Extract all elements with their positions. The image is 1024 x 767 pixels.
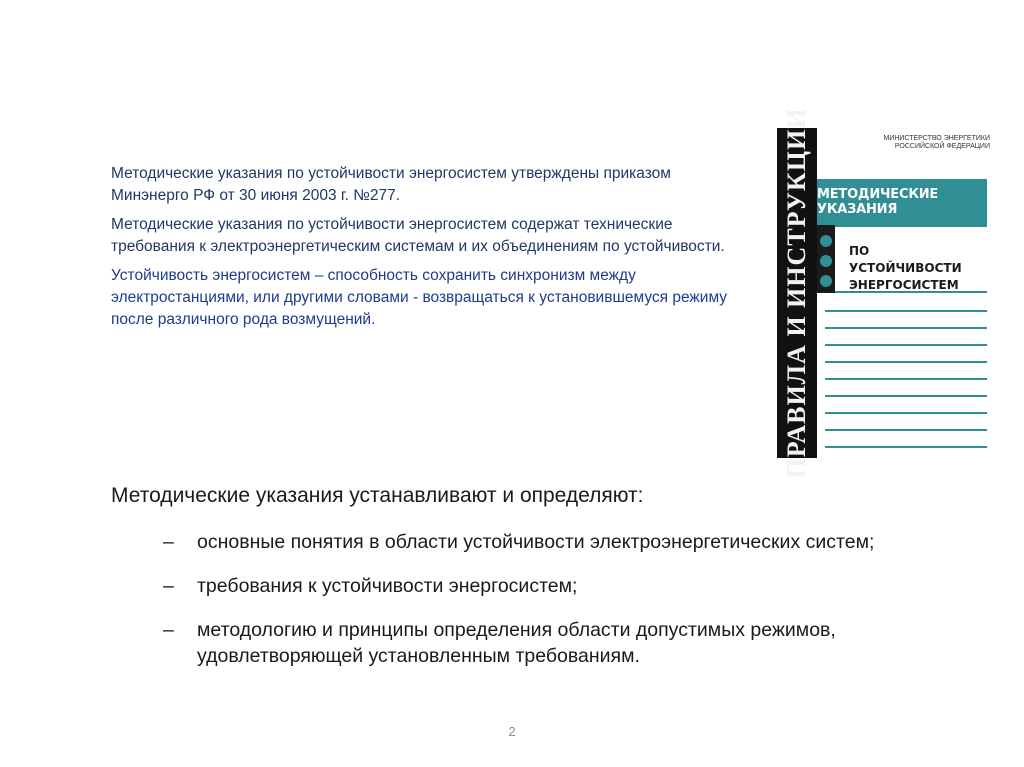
cover-dot-column bbox=[817, 225, 835, 293]
intro-text-block bbox=[111, 163, 751, 338]
dash-bullet: – bbox=[163, 575, 174, 597]
book-cover-image bbox=[777, 107, 1002, 479]
cover-rule bbox=[825, 429, 987, 431]
cover-dot-icon bbox=[820, 255, 832, 267]
cover-page bbox=[817, 128, 1002, 458]
cover-rule bbox=[825, 412, 987, 414]
content-paragraph: Методические указания по устойчивости энергосистем содержат технические требования к электроэнергетическим системам и их объединениям по устойчивости. bbox=[111, 216, 725, 255]
list-item-text: методологию и принципы определения области допустимых режимов, удовлетворяющей установленным требованиям. bbox=[197, 619, 836, 667]
list-item bbox=[163, 573, 963, 599]
approval-paragraph: Методические указания по устойчивости энергосистем утверждены приказом Минэнерго РФ от 30 июня 2003 г. №277. bbox=[111, 165, 671, 204]
page-number: 2 bbox=[508, 724, 516, 739]
bullet-list bbox=[163, 529, 963, 687]
cover-rule bbox=[825, 446, 987, 448]
cover-rule bbox=[825, 344, 987, 346]
list-heading: Методические указания устанавливают и определяют: bbox=[111, 484, 644, 507]
list-item-text: основные понятия в области устойчивости электроэнергетических систем; bbox=[197, 531, 875, 553]
spine-title: ПРАВИЛА И ИНСТРУКЦИИ bbox=[782, 107, 811, 479]
cover-rule bbox=[825, 395, 987, 397]
cover-dot-icon bbox=[820, 235, 832, 247]
cover-rule bbox=[825, 378, 987, 380]
cover-rule bbox=[825, 327, 987, 329]
cover-subtitle: ПО УСТОЙЧИВОСТИ ЭНЕРГОСИСТЕМ bbox=[849, 244, 962, 292]
list-item bbox=[163, 529, 963, 555]
dash-bullet: – bbox=[163, 619, 174, 641]
cover-dot-icon bbox=[820, 275, 832, 287]
ministry-label: МИНИСТЕРСТВО ЭНЕРГЕТИКИ РОССИЙСКОЙ ФЕДЕРАЦИИ bbox=[883, 135, 990, 150]
list-item-text: требования к устойчивости энергосистем; bbox=[197, 575, 578, 597]
cover-title: МЕТОДИЧЕСКИЕ УКАЗАНИЯ bbox=[817, 187, 939, 217]
dash-bullet: – bbox=[163, 531, 174, 553]
list-item bbox=[163, 617, 963, 669]
cover-title-band bbox=[817, 179, 987, 225]
book-spine bbox=[777, 107, 817, 479]
definition-paragraph: Устойчивость энергосистем – способность сохранить синхронизм между электростанциями, или другими словами - возвращаться к установившемуся режиму после различного рода возмущений. bbox=[111, 267, 728, 328]
cover-rule bbox=[825, 361, 987, 363]
cover-rule bbox=[825, 310, 987, 312]
cover-subtitle-band bbox=[835, 225, 987, 293]
